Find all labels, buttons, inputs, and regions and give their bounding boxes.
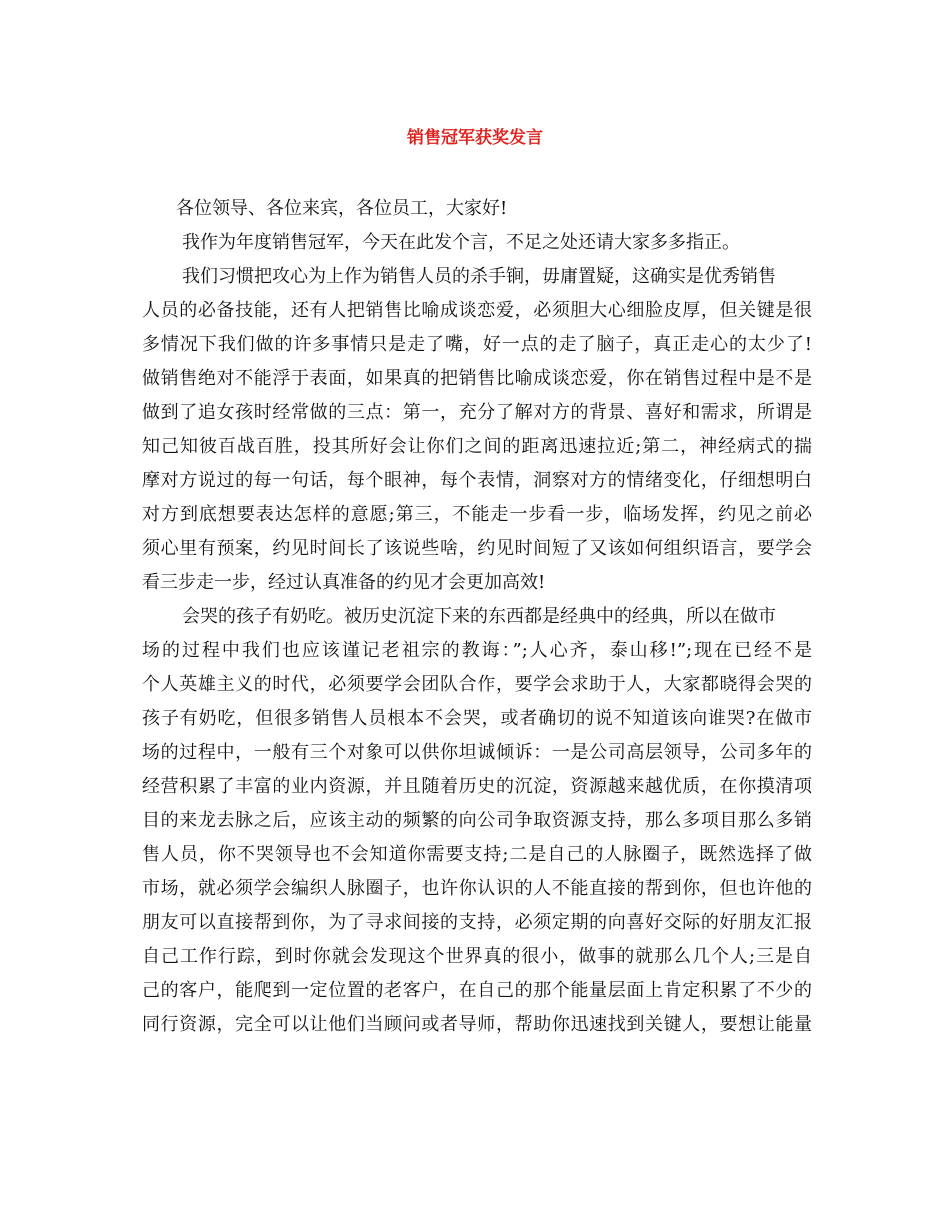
intro-line: 我作为年度销售冠军，今天在此发个言，不足之处还请大家多多指正。 — [182, 232, 740, 253]
paragraph-1-line-3: 多情况下我们做的许多事情只是走了嘴，好一点的走了脑子，真正走心的太少了! — [142, 334, 812, 355]
paragraph-2-line-10: 朋友可以直接帮到你，为了寻求间接的支持，必须定期的向喜好交际的好朋友汇报 — [142, 912, 812, 933]
paragraph-1-line-6: 知己知彼百战百胜，投其所好会让你们之间的距离迅速拉近;第二，神经病式的揣 — [142, 436, 812, 457]
paragraph-2-line-6: 经营积累了丰富的业内资源，并且随着历史的沉淀，资源越来越优质，在你摸清项 — [142, 776, 812, 797]
paragraph-2-line-13: 同行资源，完全可以让他们当顾问或者导师，帮助你迅速找到关键人，要想让能量 — [142, 1014, 812, 1035]
paragraph-2-line-7: 目的来龙去脉之后，应该主动的频繁的向公司争取资源支持，那么多项目那么多销 — [142, 810, 812, 831]
paragraph-2-line-5: 场的过程中，一般有三个对象可以供你坦诚倾诉：一是公司高层领导，公司多年的 — [142, 742, 812, 763]
paragraph-1-line-2: 人员的必备技能，还有人把销售比喻成谈恋爱，必须胆大心细脸皮厚，但关键是很 — [142, 300, 812, 321]
greeting-line: 各位领导、各位来宾，各位员工，大家好! — [176, 198, 508, 219]
paragraph-2-line-9: 市场，就必须学会编织人脉圈子，也许你认识的人不能直接的帮到你，但也许他的 — [142, 878, 812, 899]
paragraph-1-line-9: 须心里有预案，约见时间长了该说些啥，约见时间短了又该如何组织语言，要学会 — [142, 538, 812, 559]
paragraph-2-line-12: 己的客户，能爬到一定位置的老客户，在自己的那个能量层面上肯定积累了不少的 — [142, 980, 812, 1001]
paragraph-1-line-5: 做到了追女孩时经常做的三点：第一，充分了解对方的背景、喜好和需求，所谓是 — [142, 402, 812, 423]
paragraph-2-line-2: 场的过程中我们也应该谨记老祖宗的教诲：”;人心齐，泰山移!”;现在已经不是 — [142, 640, 812, 661]
paragraph-2-line-3: 个人英雄主义的时代，必须要学会团队合作，要学会求助于人，大家都晓得会哭的 — [142, 674, 812, 695]
paragraph-2-line-8: 售人员，你不哭领导也不会知道你需要支持;二是自己的人脉圈子，既然选择了做 — [142, 844, 812, 865]
document-title: 销售冠军获奖发言 — [407, 128, 543, 148]
paragraph-2-line-1: 会哭的孩子有奶吃。被历史沉淀下来的东西都是经典中的经典，所以在做市 — [182, 606, 776, 627]
paragraph-1-line-4: 做销售绝对不能浮于表面，如果真的把销售比喻成谈恋爱，你在销售过程中是不是 — [142, 368, 812, 389]
paragraph-2-line-4: 孩子有奶吃，但很多销售人员根本不会哭，或者确切的说不知道该向谁哭?在做市 — [142, 708, 812, 729]
paragraph-1-line-8: 对方到底想要表达怎样的意愿;第三，不能走一步看一步，临场发挥，约见之前必 — [142, 504, 812, 525]
paragraph-1-line-7: 摩对方说过的每一句话，每个眼神，每个表情，洞察对方的情绪变化，仔细想明白 — [142, 470, 812, 491]
paragraph-2-line-11: 自己工作行踪，到时你就会发现这个世界真的很小，做事的就那么几个人;三是自 — [142, 946, 812, 967]
paragraph-1-line-10: 看三步走一步，经过认真准备的约见才会更加高效! — [142, 572, 546, 593]
paragraph-1-line-1: 我们习惯把攻心为上作为销售人员的杀手锏，毋庸置疑，这确实是优秀销售 — [182, 266, 776, 287]
